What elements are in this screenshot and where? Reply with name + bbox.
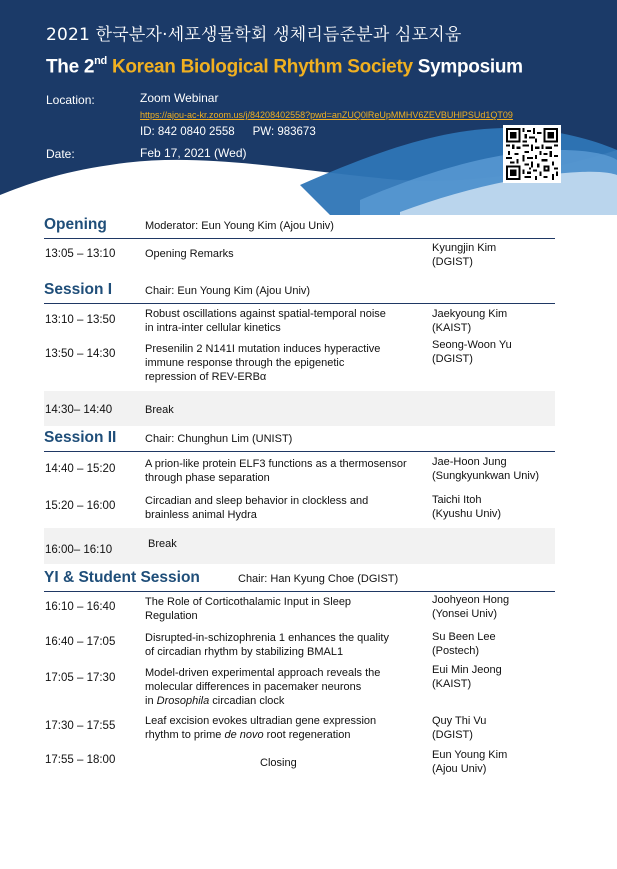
section-chair: Chair: Eun Young Kim (Ajou Univ) xyxy=(145,285,311,297)
title-english xyxy=(46,56,523,78)
section-2-header xyxy=(44,429,555,452)
header-banner xyxy=(0,0,617,215)
talk-line: The Role of Corticothalamic Input in Sleep xyxy=(145,596,352,608)
section-title: Opening xyxy=(44,216,107,233)
speaker-affiliation: (Sungkyunkwan Univ) xyxy=(432,470,539,482)
speaker-affiliation: (Postech) xyxy=(432,645,480,657)
date-value: Feb 17, 2021 (Wed) xyxy=(140,146,247,160)
break-label: Break xyxy=(145,404,174,416)
section-chair: Chair: Chunghun Lim (UNIST) xyxy=(145,433,293,445)
row-time: 14:40 – 15:20 xyxy=(45,463,116,475)
row-time: 13:05 – 13:10 xyxy=(45,248,116,260)
talk-line: Model-driven experimental approach reveals the xyxy=(145,667,381,679)
speaker-affiliation: (KAIST) xyxy=(432,322,472,334)
meeting-password: PW: 983673 xyxy=(252,126,316,138)
row-time: 17:55 – 18:00 xyxy=(45,754,116,766)
section-opening-header xyxy=(44,216,555,239)
section-chair: Chair: Han Kyung Choe (DGIST) xyxy=(238,573,399,585)
speaker-affiliation: (Ajou Univ) xyxy=(432,763,487,775)
schedule-row xyxy=(44,452,555,492)
speaker-name: Jae-Hoon Jung xyxy=(432,456,507,468)
row-talk xyxy=(145,494,421,522)
talk-text: circadian clock xyxy=(209,695,285,707)
talk-line: Robust oscillations against spatial-temporal noise xyxy=(145,308,386,320)
meeting-credentials xyxy=(140,126,316,138)
talk-line: Regulation xyxy=(145,610,198,622)
speaker-name: Eui Min Jeong xyxy=(432,664,502,676)
schedule-row xyxy=(44,304,555,340)
talk-text-italic: de novo xyxy=(224,729,264,741)
title-en-prefix: The 2 xyxy=(46,56,95,78)
row-speaker xyxy=(432,630,557,658)
talk-line: through phase separation xyxy=(145,472,270,484)
break-row xyxy=(44,528,555,564)
row-speaker xyxy=(432,663,557,691)
row-time: 15:20 – 16:00 xyxy=(45,500,116,512)
schedule-row xyxy=(44,239,555,281)
break-label: Break xyxy=(148,538,177,550)
break-row xyxy=(44,391,555,426)
speaker-name: Su Been Lee xyxy=(432,631,496,643)
speaker-name: Seong-Woon Yu xyxy=(432,339,512,351)
row-speaker xyxy=(432,748,557,776)
speaker-name: Joohyeon Hong xyxy=(432,594,510,606)
row-speaker xyxy=(432,714,557,742)
speaker-affiliation: (DGIST) xyxy=(432,729,473,741)
talk-line: brainless animal Hydra xyxy=(145,509,257,521)
qr-code[interactable] xyxy=(503,125,561,183)
talk-line xyxy=(145,694,421,708)
talk-line: repression of REV-ERBα xyxy=(145,371,267,383)
title-korean: 2021 한국분자·세포생물학회 생체리듬준분과 심포지움 xyxy=(46,25,462,45)
row-time: 17:30 – 17:55 xyxy=(45,720,116,732)
row-talk xyxy=(145,595,421,623)
section-1-header xyxy=(44,281,555,304)
break-time: 16:00– 16:10 xyxy=(45,544,113,556)
row-talk xyxy=(145,247,421,261)
qr-code-icon xyxy=(506,128,558,180)
row-time: 16:40 – 17:05 xyxy=(45,636,116,648)
talk-line: Disrupted-in-schizophrenia 1 enhances the quality xyxy=(145,632,389,644)
talk-text: in xyxy=(145,695,157,707)
date-label: Date: xyxy=(46,147,75,161)
section-title: YI & Student Session xyxy=(44,569,200,586)
speaker-name: Taichi Itoh xyxy=(432,494,482,506)
schedule-row xyxy=(44,340,555,391)
talk-line: Leaf excision evokes ultradian gene expression xyxy=(145,715,377,727)
talk-text: root regeneration xyxy=(263,729,351,741)
row-talk xyxy=(145,666,421,708)
row-speaker xyxy=(432,307,557,335)
title-en-suffix: Symposium xyxy=(417,56,523,78)
row-speaker xyxy=(432,241,557,269)
section-title: Session I xyxy=(44,281,113,298)
zoom-link[interactable]: https://ajou-ac-kr.zoom.us/j/84208402558?pwd=anZUQ0lReUpMMHV6ZEVBUHlPSUd1QT09 xyxy=(140,110,513,120)
schedule-row xyxy=(44,751,555,785)
speaker-affiliation: (DGIST) xyxy=(432,353,473,365)
location-label: Location: xyxy=(46,93,95,107)
speaker-affiliation: (Yonsei Univ) xyxy=(432,608,498,620)
meeting-id: ID: 842 0840 2558 xyxy=(140,126,235,138)
row-speaker xyxy=(432,455,557,483)
program-schedule xyxy=(44,216,555,785)
section-3-header xyxy=(44,569,555,592)
talk-text-italic: Drosophila xyxy=(156,695,210,707)
schedule-row xyxy=(44,592,555,630)
row-talk xyxy=(145,631,421,659)
row-talk xyxy=(145,342,421,384)
row-speaker xyxy=(432,493,557,521)
row-talk: Closing xyxy=(260,757,297,769)
row-time: 17:05 – 17:30 xyxy=(45,672,116,684)
talk-line: A prion-like protein ELF3 functions as a thermosensor xyxy=(145,458,407,470)
talk-line: immune response through the epigenetic xyxy=(145,357,345,369)
row-talk xyxy=(145,714,421,742)
location-value: Zoom Webinar xyxy=(140,91,219,105)
talk-text: rhythm to prime xyxy=(145,729,225,741)
row-talk xyxy=(145,307,421,335)
talk-line: Presenilin 2 N141I mutation induces hyperactive xyxy=(145,343,381,355)
talk-line: molecular differences in pacemaker neurons xyxy=(145,681,362,693)
talk-line: of circadian rhythm by stabilizing BMAL1 xyxy=(145,646,344,658)
title-en-sup: nd xyxy=(94,55,107,67)
section-moderator: Moderator: Eun Young Kim (Ajou Univ) xyxy=(145,220,334,232)
title-en-highlight: Korean Biological Rhythm Society xyxy=(111,56,413,78)
speaker-name: Kyungjin Kim xyxy=(432,242,497,254)
speaker-affiliation: (DGIST) xyxy=(432,256,473,268)
section-title: Session II xyxy=(44,429,117,446)
row-speaker xyxy=(432,593,557,621)
break-time: 14:30– 14:40 xyxy=(45,404,113,416)
talk-line xyxy=(145,728,421,742)
speaker-name: Quy Thi Vu xyxy=(432,715,487,727)
row-time: 13:50 – 14:30 xyxy=(45,348,116,360)
talk-line: in intra-inter cellular kinetics xyxy=(145,322,281,334)
schedule-row xyxy=(44,665,555,714)
talk-line: Opening Remarks xyxy=(145,248,234,260)
schedule-row xyxy=(44,714,555,751)
row-speaker xyxy=(432,338,557,366)
row-talk xyxy=(145,457,421,485)
talk-line: Circadian and sleep behavior in clockless and xyxy=(145,495,369,507)
schedule-row xyxy=(44,492,555,528)
row-time: 13:10 – 13:50 xyxy=(45,314,116,326)
row-time: 16:10 – 16:40 xyxy=(45,601,116,613)
speaker-affiliation: (Kyushu Univ) xyxy=(432,508,502,520)
speaker-name: Eun Young Kim xyxy=(432,749,508,761)
speaker-name: Jaekyoung Kim xyxy=(432,308,508,320)
speaker-affiliation: (KAIST) xyxy=(432,678,472,690)
schedule-row xyxy=(44,630,555,665)
